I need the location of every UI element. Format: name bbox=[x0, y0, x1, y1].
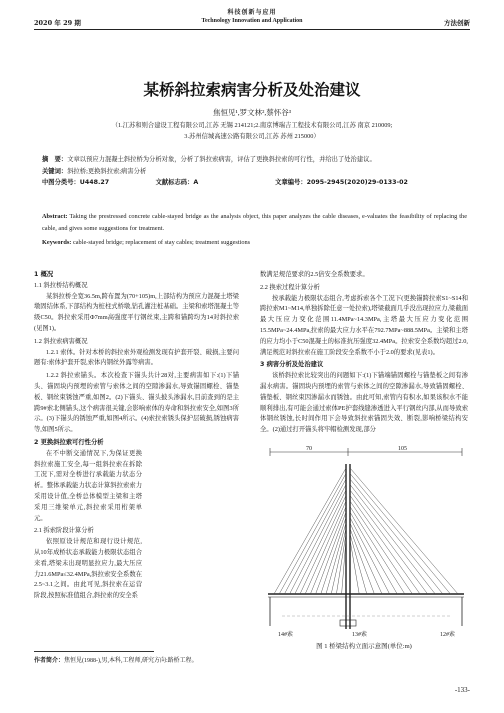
affiliation-line: 3.苏州信城高速公路有限公司,江苏 苏州 215000） bbox=[184, 133, 320, 140]
document-code: 文献标志码：A bbox=[155, 179, 199, 186]
article-number: 文章编号：2095-2945(2020)29-0133-02 bbox=[275, 179, 408, 186]
section-heading: 1.1 斜拉桥结构概况 bbox=[34, 281, 88, 289]
body-left-column bbox=[34, 270, 239, 604]
column-label: 方法创新 bbox=[444, 19, 470, 27]
body-paragraph: 该桥斜拉索比较突出的问题如下:(1)下锚端锚固螺栓与锚垫板之间有渗漏水病害。锚固块内预埋的索管与索体之间的空隙渗漏水,导致锚固螺栓、锚垫板、钢丝束因渗漏水而锈蚀。由此可知,索管内有积水,如果该积水不能顺利排出,有可能会通过索体PE护套线缝渗透进入平行钢丝内部,从而导致索体钢丝锈蚀,长时间作用下会导致斜拉索锚固失效、断裂,影响桥梁结构安全。(2)通过打开锚头将牢帽检测发现,部分 bbox=[260, 372, 468, 434]
body-right-column bbox=[260, 270, 468, 438]
paper-title: 某桥斜拉索病害分析及处治建议 bbox=[143, 81, 361, 99]
affiliation-line: （1.江苏和则合建设工程有限公司,江苏 无锡 214121;2.南京博瑞吉工程技术有限公司,江苏 南京 210009; bbox=[111, 122, 393, 129]
classification-line bbox=[42, 177, 467, 189]
header-rule bbox=[34, 29, 470, 30]
author-bio-text: 焦恒见(1988-),男,本科,工程师,研究方向:路桥工程。 bbox=[64, 658, 198, 664]
section-heading: 2 更换斜拉索可行性分析 bbox=[34, 438, 104, 446]
keywords-en-label: Keywords: bbox=[42, 239, 72, 246]
dim-label-anchor-span: 70 bbox=[306, 446, 312, 452]
stay-cable bbox=[350, 485, 435, 595]
body-paragraph: 依照原设计规范和现行设计规范,从10年成桥状态承载能力极限状态组合来看,塔梁未出现明显拉应力,最大压应力21.6MPa≤32.4MPa,斜拉索安全系数在2.5~3.1之间。由此可见,斜拉索在运营阶段,按照标准值组合,斜拉索的安全系 bbox=[34, 538, 142, 600]
stay-cables bbox=[274, 468, 458, 594]
stay-cable bbox=[331, 529, 346, 595]
keywords-cn bbox=[42, 166, 467, 178]
cable-group-label-anchor: 14#索 bbox=[278, 632, 294, 638]
abstract-en-label: Abstract: bbox=[42, 213, 68, 220]
section-heading: 1 概况 bbox=[34, 271, 54, 278]
section-heading: 2.2 换索过程计算分析 bbox=[260, 283, 320, 291]
authors: 焦恒见¹,罗文林²,蔡怀谷³ bbox=[213, 108, 291, 117]
abstract-cn-block bbox=[42, 154, 467, 189]
body-paragraph: 某斜拉桥全宽36.5m,跨布置为(70+105)m,上部结构为预应力混凝土塔梁墩固结体系,下部结构为桩柱式桥墩,钻孔灌注桩基础。主梁和索塔混凝土等级C50。斜拉索采用Φ7mm高强度平行钢丝束,主跨和锚跨均为14对斜拉索(见图1)。 bbox=[34, 292, 239, 332]
stay-cable bbox=[350, 468, 458, 594]
footnote-rule bbox=[34, 651, 154, 652]
abstract-cn-text: 文章以预应力混凝土斜拉桥为分析对象，分析了斜拉索病害，评估了更换斜拉索的可行性，并给出了处治建议。 bbox=[67, 156, 376, 163]
stay-cable bbox=[350, 490, 428, 594]
journal-name-en: Technology Innovation and Application bbox=[201, 18, 303, 24]
body-paragraph: 1.2.2 斜拉索锚头。本次检查下锚头共计28对,主要病害如下:(1)下锚头、锚固块内预埋的索管与索体之间的空隙渗漏水,导致锚固螺栓、锚垫板、钢丝束锈蚀严重,如图2。(2)下锚头、锚头披头渗漏水,目前查到的是主跨9#索北侧锚头,这个病害很关键,会影响索体的寿命和斜拉索安全,如图3所示。(3)下锚头的锈蚀严重,如图4所示。(4)索拉索锈头保护层破损,锈蚀病害等,如图5所示。 bbox=[34, 372, 239, 434]
stay-cable bbox=[350, 540, 359, 595]
right-column-text bbox=[260, 270, 468, 436]
author-bio bbox=[34, 655, 198, 664]
abstract-en bbox=[42, 211, 467, 234]
stay-cable bbox=[300, 496, 346, 595]
body-paragraph: 1.2.1 索体。针对本桥的斜拉索外观检测发现有护套开裂、破损,主要问题有:索体护套开裂,索体内钢丝外露等病害。 bbox=[34, 348, 239, 367]
figure-caption: 图 1 桥梁结构立面示意图(单位:m) bbox=[316, 643, 412, 650]
issue-label: 2020 年 29 期 bbox=[34, 19, 81, 27]
section-heading: 3 病害分析及处治建议 bbox=[260, 361, 324, 369]
author-bio-label: 作者简介： bbox=[34, 657, 65, 664]
keywords-en bbox=[42, 237, 467, 248]
abstract-en-text: Taking the prestressed concrete cable-stayed bridge as the analysis object, this paper analyzes the cable diseases, e-valuates the feasibility of replacing the cable, and gives some suggestions for treatment. bbox=[42, 213, 467, 232]
left-column-continued bbox=[34, 449, 142, 602]
cable-group-label-main: 12#索 bbox=[440, 632, 456, 638]
stay-cable bbox=[350, 534, 367, 594]
abstract-cn bbox=[42, 154, 467, 166]
stay-cable bbox=[274, 468, 346, 594]
journal-name-cn: 科技创新与应用 bbox=[227, 9, 277, 16]
left-column-top bbox=[34, 270, 239, 449]
stay-cable bbox=[279, 474, 346, 595]
bridge-elevation-figure bbox=[262, 444, 470, 640]
keywords-en-text: cable-stayed bridge; replacement of stay cables; treatment suggestions bbox=[71, 239, 251, 246]
abstract-cn-label: 摘 要： bbox=[42, 156, 68, 163]
stay-cable bbox=[290, 485, 346, 595]
stay-cable bbox=[321, 518, 346, 595]
cable-group-label-mid: 13#索 bbox=[352, 632, 368, 638]
page-number: -133- bbox=[454, 686, 470, 694]
dim-label-main-span: 105 bbox=[398, 446, 407, 452]
body-paragraph: 数满足规范要求的2.5倍安全系数要求。 bbox=[260, 271, 369, 278]
keywords-cn-label: 关键词： bbox=[42, 167, 68, 175]
section-heading: 1.2 斜拉索病害概况 bbox=[34, 337, 88, 345]
affiliations bbox=[30, 120, 474, 142]
body-paragraph: 按承载能力极限状态组合,考虑拆索各个工况下(更换锚跨拉索S1~S14和跨拉索M1~M14,单独拆除任意一处拉索),塔梁截面几乎没出现拉应力,梁截面最大压应力变化范围11.4MPa~14.3MPa,主塔最大压应力变化范围15.5MPa~24.4MPa,拉索的最大应力水平在792.7MPa~888.5MPa。主梁和主塔的应力均小于C50混凝土的标准抗压强度32.4MPa。拉索安全系数均超过2.0,满足规范对斜拉索在施工阶段安全系数不小于2.0的要求(见表1)。 bbox=[260, 294, 468, 356]
stay-cable bbox=[316, 512, 346, 594]
stay-cable bbox=[310, 507, 346, 595]
stay-cable bbox=[350, 501, 412, 594]
keywords-cn-text: 斜拉桥;更换斜拉索;病害分析 bbox=[67, 167, 147, 175]
stay-cable bbox=[295, 490, 346, 594]
body-paragraph: 在不中断交通情况下,为保证更换斜拉索施工安全,每一组斜拉索在拆除工况下,需对全桥进行承载能力状态分析。整体承载能力状态计算斜拉索索力采用设计值,全桥总体模型主梁和主塔采用三维梁单元,斜拉索采用桁架单元。 bbox=[34, 449, 142, 522]
section-heading: 2.1 拆索阶段计算分析 bbox=[34, 527, 94, 535]
clc-number: 中图分类号：U448.27 bbox=[42, 179, 110, 186]
